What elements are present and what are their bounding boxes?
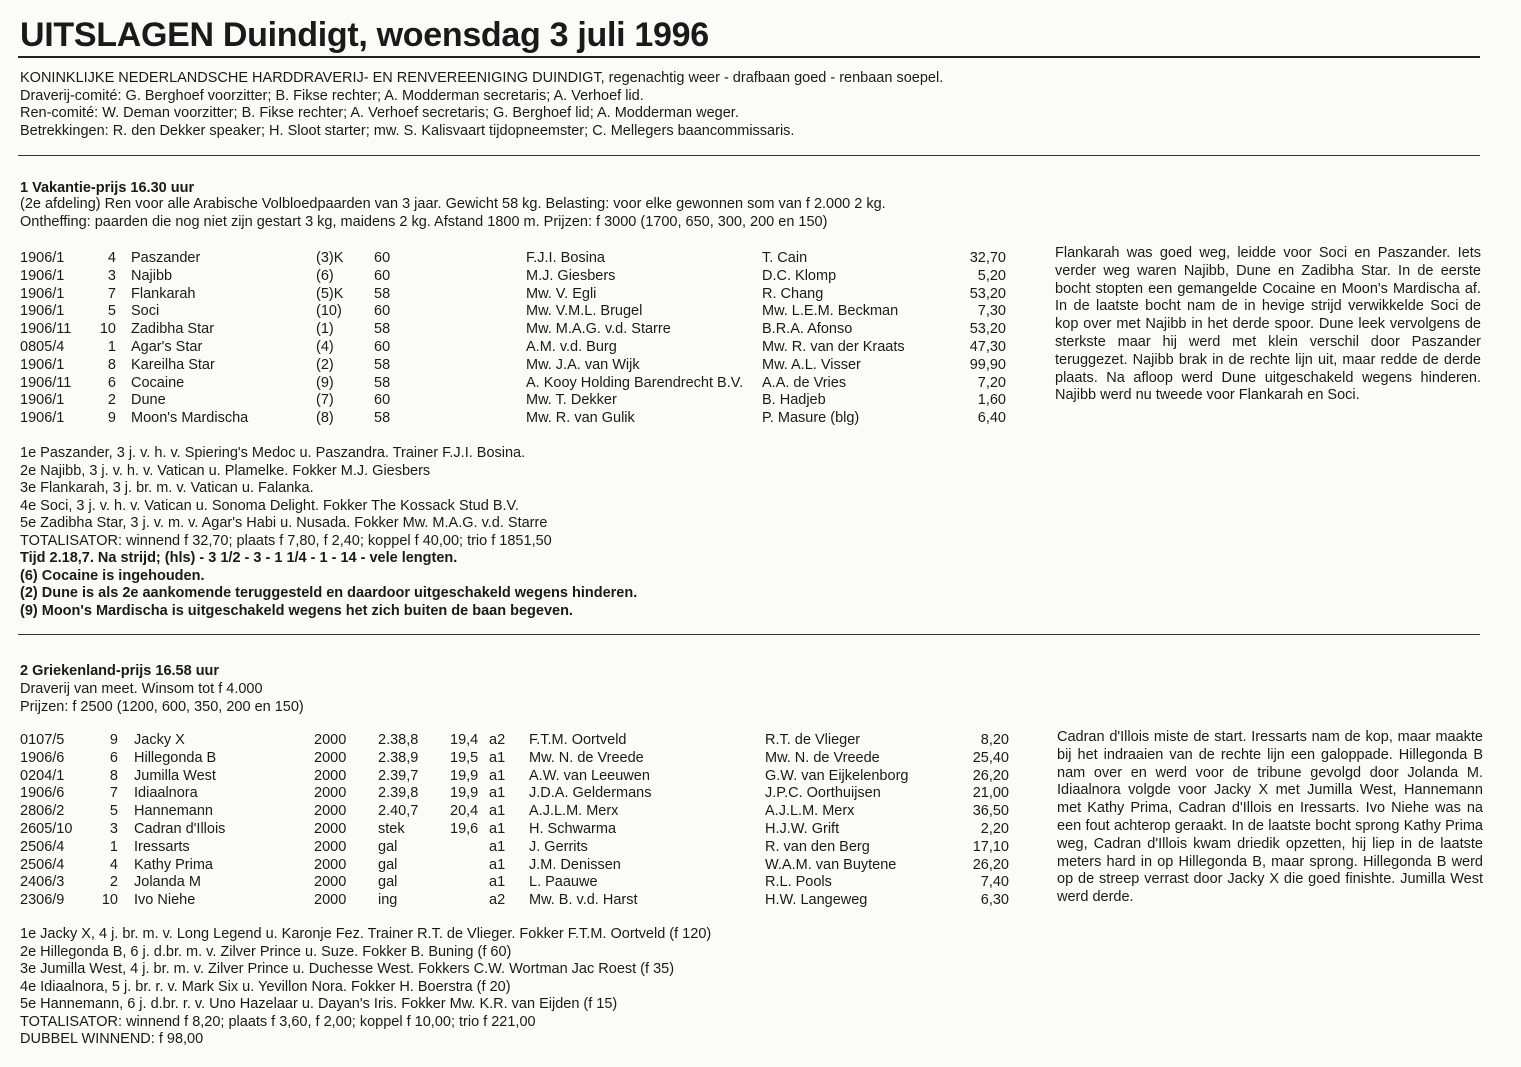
race2-cell-cls: a1	[489, 874, 506, 891]
race2-table-row	[0, 803, 1050, 821]
race1-cell-horse: Flankarah	[131, 285, 196, 302]
race1-cell-weight: 60	[374, 392, 391, 409]
race2-cell-cls: a1	[489, 767, 506, 784]
race2-cell-horse: Idiaalnora	[134, 785, 198, 802]
race1-cell-weight: 58	[374, 285, 391, 302]
race1-cell-draw: (1)	[316, 321, 334, 338]
race2-cell-no: 3	[109, 821, 118, 837]
race2-cell-form: 1906/6	[20, 785, 65, 802]
race2-cell-horse: Hannemann	[134, 803, 213, 820]
race2-cell-time: 2.39,7	[378, 767, 419, 784]
race2-cell-time: stek	[378, 821, 405, 837]
race2-cell-km: 19,5	[450, 749, 479, 766]
race1-cell-odds: 6,40	[977, 410, 1006, 427]
race1-result-line: 3e Flankarah, 3 j. br. m. v. Vatican u. Falanka.	[20, 480, 314, 496]
race1-cell-odds: 5,20	[977, 267, 1006, 284]
race1-cell-weight: 60	[374, 303, 391, 320]
race1-cell-weight: 60	[374, 339, 391, 355]
race1-table-row	[0, 410, 1050, 428]
race2-cell-cls: a1	[489, 803, 506, 820]
race2-cell-no: 9	[109, 732, 118, 748]
race1-condition-line: (2e afdeling) Ren voor alle Arabische Volbloedpaarden van 3 jaar. Gewicht 58 kg. Belasting: voor elke gewonnen som van f 2.000 2 kg.	[20, 196, 886, 212]
section-divider-2	[18, 634, 1480, 635]
race2-cell-no: 4	[109, 856, 118, 873]
page-title: UITSLAGEN Duindigt, woensdag 3 juli 1996	[20, 16, 709, 54]
race2-table-row	[0, 857, 1050, 875]
race1-cell-form: 1906/1	[20, 303, 65, 320]
race1-cell-owner: Mw. V. Egli	[526, 285, 597, 302]
race2-cell-cls: a2	[489, 732, 506, 748]
race1-cell-owner: Mw. V.M.L. Brugel	[526, 303, 643, 320]
race2-cell-dist: 2000	[314, 821, 347, 837]
race1-cell-owner: F.J.I. Bosina	[526, 250, 605, 266]
race2-cell-driver: H. Schwarma	[529, 821, 617, 837]
race1-cell-horse: Zadibha Star	[131, 321, 215, 338]
race1-note-time: Tijd 2.18,7. Na strijd; (hls) - 3 1/2 - 3 - 1 1/4 - 1 - 14 - vele lengten.	[20, 550, 458, 566]
race2-cell-no: 8	[109, 767, 118, 784]
race1-cell-jockey: B.R.A. Afonso	[762, 321, 853, 338]
race2-cell-trainer: R. van den Berg	[765, 838, 870, 855]
race2-cell-dist: 2000	[314, 767, 347, 784]
race1-cell-horse: Kareilha Star	[131, 356, 215, 373]
race2-cell-odds: 21,00	[972, 785, 1009, 802]
race2-cell-no: 5	[109, 803, 118, 820]
race2-result-line: 4e Idiaalnora, 5 j. br. r. v. Mark Six u. Yevillon Nora. Fokker H. Boerstra (f 20)	[20, 978, 511, 995]
race1-cell-form: 1906/1	[20, 356, 65, 373]
race1-cell-jockey: D.C. Klomp	[762, 267, 837, 284]
race1-cell-no: 8	[107, 356, 116, 373]
race1-cell-weight: 60	[374, 267, 391, 284]
race2-cell-no: 7	[109, 785, 118, 802]
race1-cell-jockey: Mw. R. van der Kraats	[762, 339, 905, 355]
race2-cell-horse: Iressarts	[134, 838, 190, 855]
race2-cell-odds: 26,20	[972, 856, 1009, 873]
race2-cell-trainer: A.J.L.M. Merx	[765, 803, 855, 820]
title-rule	[18, 56, 1480, 58]
race1-cell-jockey: Mw. A.L. Visser	[762, 356, 861, 373]
race1-cell-draw: (10)	[316, 303, 342, 320]
race2-cell-trainer: G.W. van Eijkelenborg	[765, 767, 909, 784]
race2-table-row	[0, 874, 1050, 892]
race2-cell-horse: Ivo Niehe	[134, 892, 196, 909]
race1-table-row	[0, 250, 1050, 268]
race2-totalisator: TOTALISATOR: winnend f 8,20; plaats f 3,60, f 2,00; koppel f 10,00; trio f 221,00	[20, 1013, 536, 1030]
header-line-draverij: Draverij-comité: G. Berghoef voorzitter; B. Fikse rechter; A. Modderman secretaris; A. Verhoef lid.	[20, 87, 644, 104]
section-divider-1	[18, 155, 1480, 156]
race2-conditions	[20, 681, 304, 716]
race2-cell-horse: Jumilla West	[134, 767, 216, 784]
race2-cell-cls: a1	[489, 856, 506, 873]
race2-cell-time: gal	[378, 838, 398, 855]
race1-cell-draw: (6)	[316, 267, 334, 284]
race1-cell-draw: (8)	[316, 410, 334, 427]
race2-condition-line: Draverij van meet. Winsom tot f 4.000	[20, 681, 263, 697]
race1-table-row	[0, 357, 1050, 375]
race2-cell-form: 2506/4	[20, 856, 65, 873]
race1-cell-horse: Paszander	[131, 250, 201, 266]
race1-cell-form: 0805/4	[20, 339, 65, 355]
race2-cell-dist: 2000	[314, 785, 347, 802]
race2-table-row	[0, 821, 1050, 839]
race1-cell-no: 7	[107, 285, 116, 302]
race1-cell-weight: 58	[374, 321, 391, 338]
race2-cell-trainer: H.J.W. Grift	[765, 821, 840, 837]
race2-cell-cls: a1	[489, 838, 506, 855]
race2-cell-time: 2.40,7	[378, 803, 419, 820]
race2-cell-no: 10	[101, 892, 118, 909]
race2-cell-odds: 36,50	[972, 803, 1009, 820]
race1-cell-no: 9	[107, 410, 116, 427]
race2-result-line: 3e Jumilla West, 4 j. br. m. v. Zilver Prince u. Duchesse West. Fokkers C.W. Wortman Jac Roest (f 35)	[20, 961, 675, 977]
race1-cell-jockey: A.A. de Vries	[762, 374, 847, 391]
race2-cell-driver: J.D.A. Geldermans	[529, 785, 652, 802]
race2-cell-driver: Mw. B. v.d. Harst	[529, 892, 638, 909]
race1-cell-form: 1906/1	[20, 392, 65, 409]
race2-cell-time: ing	[378, 892, 398, 909]
race1-cell-form: 1906/1	[20, 410, 65, 427]
race1-result-line: 4e Soci, 3 j. v. h. v. Vatican u. Sonoma Delight. Fokker The Kossack Stud B.V.	[20, 497, 519, 514]
race1-cell-jockey: T. Cain	[762, 250, 808, 266]
race2-cell-km: 19,9	[450, 767, 479, 784]
race1-cell-weight: 58	[374, 356, 391, 373]
race1-cell-form: 1906/1	[20, 267, 65, 284]
race2-cell-km: 19,4	[450, 732, 479, 748]
race2-cell-horse: Cadran d'Illois	[134, 821, 226, 837]
race1-cell-no: 2	[107, 392, 116, 409]
race2-cell-horse: Hillegonda B	[134, 749, 217, 766]
race1-cell-weight: 58	[374, 410, 391, 427]
race1-results	[20, 445, 637, 620]
race1-table-row	[0, 321, 1050, 339]
race2-table-row	[0, 732, 1050, 750]
race1-table-row	[0, 339, 1050, 357]
race1-cell-horse: Moon's Mardischa	[131, 410, 249, 427]
race2-cell-time: 2.39,8	[378, 785, 419, 802]
race1-cell-owner: A.M. v.d. Burg	[526, 339, 617, 355]
race1-note: (9) Moon's Mardischa is uitgeschakeld wegens het zich buiten de baan begeven.	[20, 602, 573, 619]
race1-cell-jockey: P. Masure (blg)	[762, 410, 860, 427]
header-line-ren: Ren-comité: W. Deman voorzitter; B. Fikse rechter; A. Verhoef secretaris; G. Berghoef lid; A. Modderman weger.	[20, 105, 739, 121]
race1-cell-owner: A. Kooy Holding Barendrecht B.V.	[526, 374, 744, 391]
race2-table-row	[0, 785, 1050, 803]
race1-table-row	[0, 268, 1050, 286]
race1-cell-horse: Najibb	[131, 267, 173, 284]
race1-title: 1 Vakantie-prijs 16.30 uur	[20, 180, 195, 196]
race1-cell-jockey: B. Hadjeb	[762, 392, 826, 409]
race2-result-table	[0, 732, 1050, 912]
race2-dubbel-winnend: DUBBEL WINNEND: f 98,00	[20, 1031, 204, 1047]
race1-result-line: 2e Najibb, 3 j. v. h. v. Vatican u. Plamelke. Fokker M.J. Giesbers	[20, 462, 431, 479]
race1-cell-horse: Cocaine	[131, 374, 185, 391]
race1-result-line: 1e Paszander, 3 j. v. h. v. Spiering's Medoc u. Paszandra. Trainer F.J.I. Bosina.	[20, 445, 526, 461]
race2-cell-driver: J.M. Denissen	[529, 856, 621, 873]
race1-cell-draw: (5)K	[316, 285, 344, 302]
race2-cell-cls: a2	[489, 892, 506, 909]
race2-cell-form: 2806/2	[20, 803, 65, 820]
race2-table-row	[0, 892, 1050, 910]
race2-cell-no: 6	[109, 749, 118, 766]
race2-cell-odds: 8,20	[980, 732, 1009, 748]
race1-cell-owner: Mw. J.A. van Wijk	[526, 356, 640, 373]
race2-cell-dist: 2000	[314, 856, 347, 873]
race2-cell-dist: 2000	[314, 803, 347, 820]
race2-comment: Cadran d'Illois miste de start. Iressarts nam de kop, maar maakte bij het indraaien van de rechte lijn een galoppade. Hillegonda B nam over en werd voor de tribune gevolgd door Jolanda M. Idiaalnora volgde voor Jacky X met Jumilla West, Hannemann met Kathy Prima, Cadran d'Illois en Iressarts. Ivo Niehe was na een fout achterop geraakt. In de laatste bocht sprong Kathy Prima weg, Cadran d'Illois kwam driedik opzetten, hij liep in de laatste meters hard in op Hillegonda B, maar sprong. Hillegonda B werd op de streep verrast door Jacky X die goed finishte. Jumilla West werd derde.	[1057, 729, 1483, 906]
race2-cell-cls: a1	[489, 785, 506, 802]
race2-cell-driver: A.J.L.M. Merx	[529, 803, 619, 820]
race2-cell-cls: a1	[489, 821, 506, 837]
race2-cell-time: gal	[378, 874, 398, 891]
header-info	[20, 70, 943, 140]
race1-cell-horse: Soci	[131, 303, 160, 320]
race2-cell-driver: Mw. N. de Vreede	[529, 749, 644, 766]
race1-cell-no: 5	[107, 303, 116, 320]
race2-cell-trainer: H.W. Langeweg	[765, 892, 868, 909]
race1-cell-no: 10	[99, 321, 116, 338]
race2-condition-line: Prijzen: f 2500 (1200, 600, 350, 200 en 150)	[20, 698, 304, 715]
race1-cell-horse: Agar's Star	[131, 339, 203, 355]
race2-cell-km: 19,6	[450, 821, 479, 837]
race1-table-row	[0, 303, 1050, 321]
header-line-betrekkingen: Betrekkingen: R. den Dekker speaker; H. Sloot starter; mw. S. Kalisvaart tijdopneemster; C. Mellegers baancommissaris.	[20, 122, 795, 139]
race2-cell-odds: 25,40	[972, 749, 1009, 766]
race2-cell-no: 1	[109, 838, 118, 855]
race1-cell-odds: 99,90	[969, 356, 1006, 373]
race1-cell-draw: (4)	[316, 339, 334, 355]
race1-cell-form: 1906/1	[20, 285, 65, 302]
race2-title: 2 Griekenland-prijs 16.58 uur	[20, 663, 220, 679]
race2-table-row	[0, 839, 1050, 857]
race2-cell-dist: 2000	[314, 838, 347, 855]
race1-cell-odds: 1,60	[977, 392, 1006, 409]
race1-cell-form: 1906/11	[20, 321, 72, 338]
race2-table-row	[0, 750, 1050, 768]
race2-table-row	[0, 768, 1050, 786]
race1-result-table	[0, 250, 1050, 430]
race2-cell-horse: Jacky X	[134, 732, 185, 748]
race1-note: (6) Cocaine is ingehouden.	[20, 567, 205, 584]
race2-cell-form: 2406/3	[20, 874, 65, 891]
race1-conditions	[20, 196, 886, 231]
race2-cell-km: 20,4	[450, 803, 479, 820]
race1-cell-owner: M.J. Giesbers	[526, 267, 616, 284]
race2-cell-horse: Jolanda M	[134, 874, 201, 891]
race2-cell-trainer: Mw. N. de Vreede	[765, 749, 880, 766]
race1-table-row	[0, 392, 1050, 410]
header-line-club: KONINKLIJKE NEDERLANDSCHE HARDDRAVERIJ- EN RENVEREENIGING DUINDIGT, regenachtig weer - drafbaan goed - renbaan soepel.	[20, 70, 944, 86]
race2-cell-driver: A.W. van Leeuwen	[529, 767, 650, 784]
race2-cell-trainer: J.P.C. Oorthuijsen	[765, 785, 881, 802]
race2-cell-form: 2306/9	[20, 892, 65, 909]
race2-cell-trainer: R.T. de Vlieger	[765, 732, 861, 748]
race2-cell-dist: 2000	[314, 749, 347, 766]
race1-totalisator: TOTALISATOR: winnend f 32,70; plaats f 7,80, f 2,40; koppel f 40,00; trio f 1851,50	[20, 532, 552, 549]
race2-cell-form: 2605/10	[20, 821, 73, 837]
race2-cell-dist: 2000	[314, 892, 347, 909]
race2-cell-form: 0107/5	[20, 732, 65, 748]
race1-cell-odds: 7,30	[977, 303, 1006, 320]
race1-cell-jockey: Mw. L.E.M. Beckman	[762, 303, 899, 320]
race1-condition-line: Ontheffing: paarden die nog niet zijn gestart 3 kg, maidens 2 kg. Afstand 1800 m. Prijzen: f 3000 (1700, 650, 300, 200 en 150)	[20, 213, 828, 230]
race1-table-row	[0, 375, 1050, 393]
race2-cell-odds: 7,40	[980, 874, 1009, 891]
race1-comment: Flankarah was goed weg, leidde voor Soci en Paszander. Iets verder weg waren Najibb, Dune en Zadibha Star. In de eerste bocht stopten een gemangelde Cocaine en Moon's Mardischa af. In de laatste bocht nam de in hevige strijd verwikkelde Soci de kop over met Najibb in het derde spoor. Dune leek vervolgens de sterkste maar hij werd met klein verschil door Paszander teruggezet. Najibb brak in de rechte lijn uit, maar redde de derde plaats. Na afloop werd Dune uitgeschakeld wegens hinderen. Najibb werd nu tweede voor Flankarah en Soci.	[1055, 245, 1481, 404]
race1-cell-odds: 53,20	[969, 321, 1006, 338]
race1-cell-no: 6	[107, 374, 116, 391]
race2-cell-km: 19,9	[450, 785, 479, 802]
race1-cell-odds: 7,20	[977, 374, 1006, 391]
race1-cell-no: 4	[107, 250, 116, 266]
race1-cell-no: 3	[107, 267, 116, 284]
race1-note: (2) Dune is als 2e aankomende teruggesteld en daardoor uitgeschakeld wegens hinderen.	[20, 585, 638, 601]
race2-result-line: 1e Jacky X, 4 j. br. m. v. Long Legend u. Karonje Fez. Trainer R.T. de Vlieger. Fokker F.T.M. Oortveld (f 120)	[20, 926, 712, 942]
race1-table-row	[0, 286, 1050, 304]
race2-cell-trainer: R.L. Pools	[765, 874, 832, 891]
race2-cell-form: 2506/4	[20, 838, 65, 855]
race2-cell-odds: 6,30	[980, 892, 1009, 909]
race2-cell-dist: 2000	[314, 732, 347, 748]
race2-cell-no: 2	[109, 874, 118, 891]
race1-cell-form: 1906/11	[20, 374, 72, 391]
race1-cell-horse: Dune	[131, 392, 166, 409]
race1-cell-form: 1906/1	[20, 250, 65, 266]
race1-cell-draw: (3)K	[316, 250, 344, 266]
race1-cell-draw: (7)	[316, 392, 334, 409]
race1-cell-no: 1	[107, 339, 116, 355]
race2-cell-odds: 26,20	[972, 767, 1009, 784]
race2-cell-odds: 17,10	[972, 838, 1009, 855]
race2-result-line: 5e Hannemann, 6 j. d.br. r. v. Uno Hazelaar u. Dayan's Iris. Fokker Mw. K.R. van Eijden (f 15)	[20, 996, 618, 1012]
race2-cell-driver: F.T.M. Oortveld	[529, 732, 627, 748]
race1-cell-weight: 58	[374, 374, 391, 391]
race2-results	[20, 926, 711, 1049]
race1-cell-owner: Mw. T. Dekker	[526, 392, 617, 409]
race1-cell-owner: Mw. R. van Gulik	[526, 410, 635, 427]
race2-result-line: 2e Hillegonda B, 6 j. d.br. m. v. Zilver Prince u. Suze. Fokker B. Buning (f 60)	[20, 943, 512, 960]
race1-cell-odds: 47,30	[969, 339, 1006, 355]
race2-cell-dist: 2000	[314, 874, 347, 891]
race2-cell-odds: 2,20	[980, 821, 1009, 837]
race1-cell-weight: 60	[374, 250, 391, 266]
race2-cell-form: 0204/1	[20, 767, 65, 784]
race2-cell-driver: L. Paauwe	[529, 874, 598, 891]
race2-cell-time: 2.38,8	[378, 732, 419, 748]
race1-cell-owner: Mw. M.A.G. v.d. Starre	[526, 321, 671, 338]
race2-cell-time: 2.38,9	[378, 749, 419, 766]
race2-cell-driver: J. Gerrits	[529, 838, 588, 855]
race2-cell-time: gal	[378, 856, 398, 873]
race2-cell-horse: Kathy Prima	[134, 856, 213, 873]
race2-cell-trainer: W.A.M. van Buytene	[765, 856, 897, 873]
race2-cell-form: 1906/6	[20, 749, 65, 766]
race1-cell-jockey: R. Chang	[762, 285, 824, 302]
race2-cell-cls: a1	[489, 749, 506, 766]
race1-result-line: 5e Zadibha Star, 3 j. v. m. v. Agar's Habi u. Nusada. Fokker Mw. M.A.G. v.d. Starre	[20, 515, 548, 531]
race1-cell-draw: (2)	[316, 356, 334, 373]
race1-cell-odds: 53,20	[969, 285, 1006, 302]
race1-cell-odds: 32,70	[969, 250, 1006, 266]
race1-cell-draw: (9)	[316, 374, 334, 391]
